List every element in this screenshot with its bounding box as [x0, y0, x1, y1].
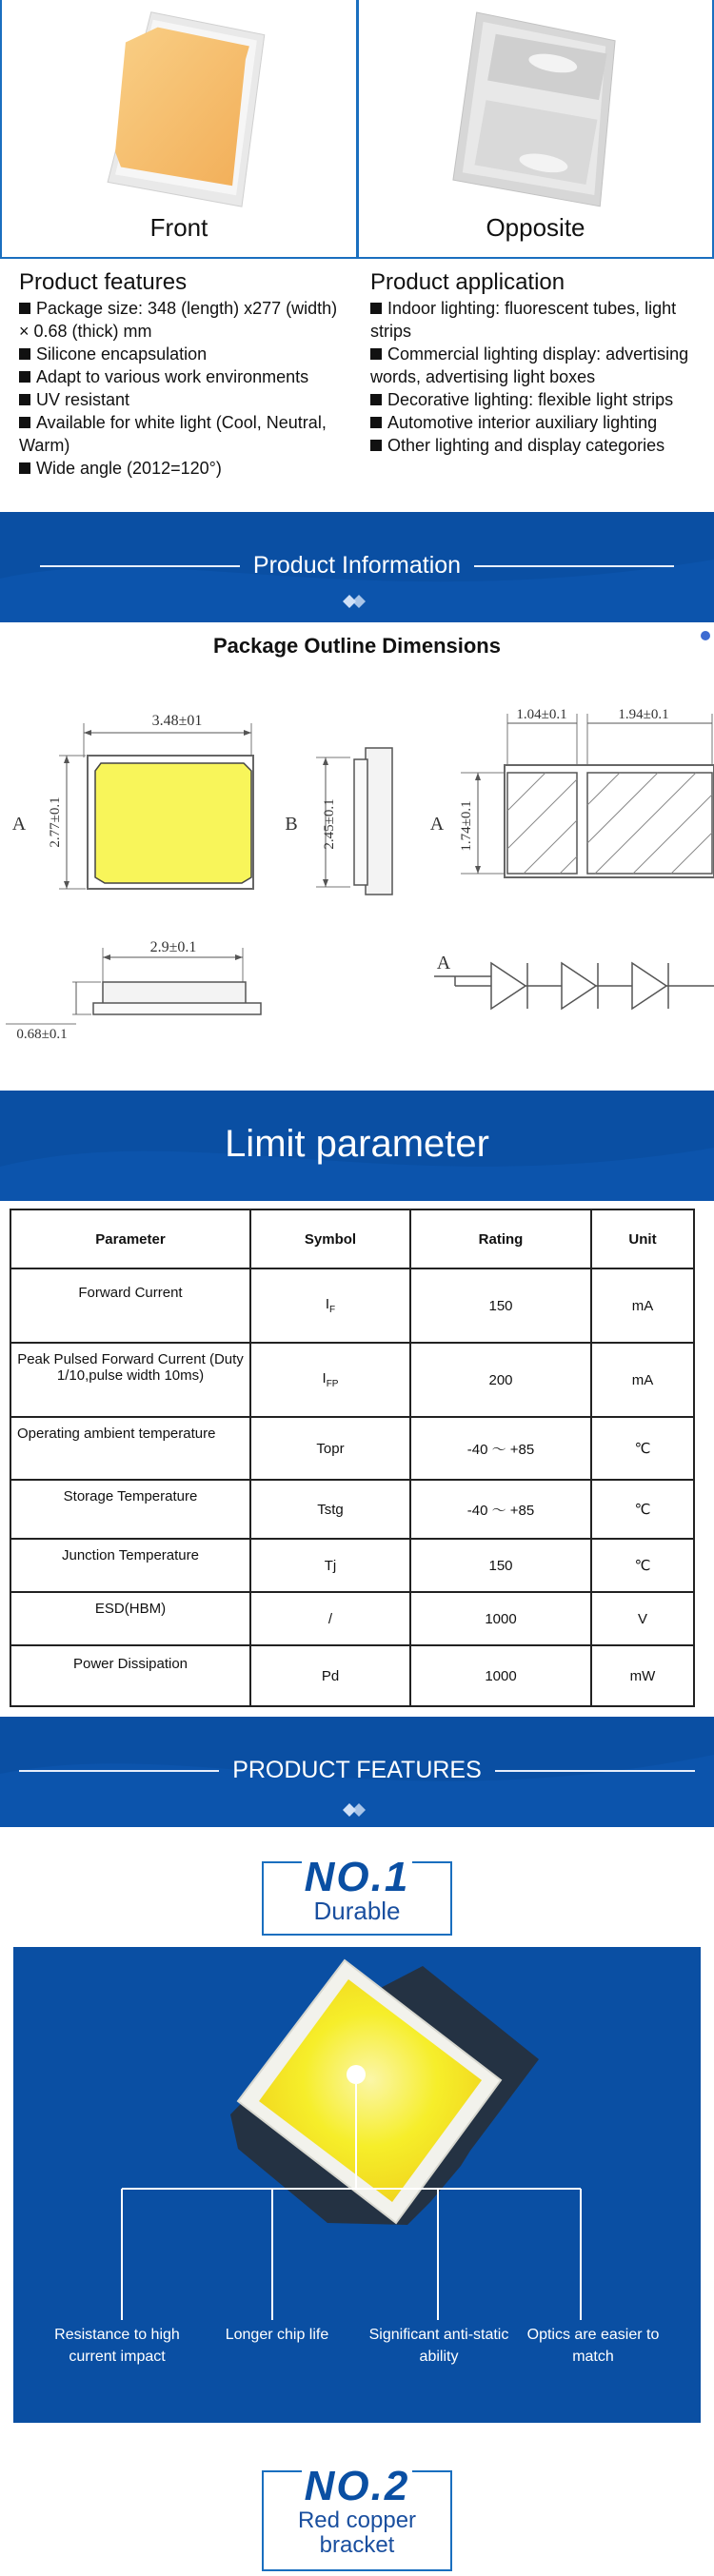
- callout-high-current: Resistance to high current impact: [54, 2327, 180, 2365]
- header-unit: Unit: [591, 1209, 694, 1268]
- header-symbol: Symbol: [250, 1209, 410, 1268]
- cell-rating: -40 ～ +85: [410, 1480, 591, 1539]
- package-outline-title: Package Outline Dimensions: [213, 634, 501, 658]
- no1-title: Durable: [313, 1897, 401, 1925]
- no1-heading-box: [262, 1854, 452, 1936]
- header-rating: Rating: [410, 1209, 591, 1268]
- bottom-pad-drawing: [430, 707, 714, 877]
- label-a-pad-view: A: [429, 814, 445, 835]
- no2-title: Red copper bracket: [297, 2507, 417, 2558]
- cell-parameter: Operating ambient temperature: [10, 1417, 250, 1480]
- no1-number: NO.1: [302, 1856, 412, 1899]
- cell-parameter: Storage Temperature: [10, 1480, 250, 1539]
- cell-symbol: Pd: [250, 1645, 410, 1706]
- dim-height-left: 2.77±0.1: [48, 796, 63, 848]
- cell-unit: V: [591, 1592, 694, 1645]
- cell-rating: 200: [410, 1343, 591, 1417]
- cell-unit: mW: [591, 1645, 694, 1706]
- bullet-square-icon: [370, 394, 382, 405]
- callout-anti-static: Significant anti-static ability: [368, 2327, 509, 2365]
- product-information-heading: [0, 552, 714, 580]
- bullet-square-icon: [19, 394, 30, 405]
- table-row: [10, 1417, 694, 1480]
- callout-optics: Optics are easier to match: [526, 2327, 660, 2365]
- table-row: [10, 1480, 694, 1539]
- banner-rule-left: [19, 1770, 219, 1772]
- front-led-image: [2, 0, 356, 209]
- product-application-title: Product application: [370, 269, 565, 295]
- limit-parameter-table: [10, 1209, 695, 1707]
- bullet-square-icon: [370, 440, 382, 451]
- product-application-column: [357, 268, 714, 497]
- package-outline-drawing: [0, 624, 714, 1091]
- side-profile-drawing: [6, 939, 261, 1042]
- top-view-drawing: [12, 713, 253, 889]
- front-caption: Front: [149, 213, 208, 242]
- cell-rating: 150: [410, 1268, 591, 1343]
- cell-symbol: $I_F$: [250, 1268, 410, 1343]
- cell-rating: 1000: [410, 1645, 591, 1706]
- list-item: Available for white light (Cool, Neutral, Warm): [19, 413, 327, 455]
- cell-rating: -40 ～ +85: [410, 1417, 591, 1480]
- bullet-square-icon: [19, 417, 30, 428]
- banner-rule-left: [40, 565, 240, 567]
- product-features-banner: [0, 1717, 714, 1827]
- dim-pad-left: 1.04±0.1: [516, 707, 567, 722]
- table-row: [10, 1268, 694, 1343]
- bullet-square-icon: [370, 303, 382, 314]
- product-photos: [0, 0, 714, 259]
- opposite-led-image: [359, 0, 712, 209]
- dim-side-width: 2.9±0.1: [149, 939, 197, 955]
- no2-number: NO.2: [302, 2465, 412, 2508]
- package-outline-section: [0, 624, 714, 1091]
- label-a-top-view: A: [11, 814, 27, 835]
- product-features-banner-title: PRODUCT FEATURES: [232, 1757, 482, 1783]
- cell-parameter: ESD(HBM): [10, 1592, 250, 1645]
- led-circuit-symbol: [434, 953, 714, 1009]
- cell-parameter: Junction Temperature: [10, 1539, 250, 1592]
- cell-symbol: /: [250, 1592, 410, 1645]
- cell-unit: mA: [591, 1343, 694, 1417]
- cell-parameter: Forward Current: [10, 1268, 250, 1343]
- list-item: Automotive interior auxiliary lighting: [370, 411, 704, 434]
- cell-unit: ℃: [591, 1539, 694, 1592]
- side-view-b-drawing: [285, 748, 392, 895]
- bullet-square-icon: [19, 348, 30, 360]
- bullet-square-icon: [19, 462, 30, 474]
- list-item: Adapt to various work environments: [19, 365, 347, 388]
- cell-unit: ℃: [591, 1480, 694, 1539]
- limit-parameter-title: Limit parameter: [225, 1123, 489, 1165]
- dim-pad-height: 1.74±0.1: [459, 800, 474, 852]
- no2-heading-box: [262, 2463, 452, 2571]
- cell-symbol: $I_{FP}$: [250, 1343, 410, 1417]
- label-a-circuit: A: [436, 953, 451, 973]
- table-row: [10, 1592, 694, 1645]
- cell-parameter: Peak Pulsed Forward Current (Duty 1/10,pulse width 10ms): [10, 1343, 250, 1417]
- limit-parameter-banner: [0, 1091, 714, 1201]
- list-item: Package size: 348 (length) x277 (width) × 0.68 (thick) mm: [19, 299, 338, 341]
- product-features-column: [0, 268, 357, 497]
- table-row: [10, 1645, 694, 1706]
- label-b-side-view: B: [285, 814, 298, 835]
- product-information-title: Product Information: [252, 552, 462, 579]
- table-row: [10, 1539, 694, 1592]
- bullet-square-icon: [19, 303, 30, 314]
- front-photo-panel: [0, 0, 357, 259]
- cell-parameter: Power Dissipation: [10, 1645, 250, 1706]
- table-row: [10, 1343, 694, 1417]
- cell-symbol: Topr: [250, 1417, 410, 1480]
- dim-width-top: 3.48±01: [151, 713, 203, 729]
- cell-symbol: Tj: [250, 1539, 410, 1592]
- dim-side-height: 2.45±0.1: [322, 798, 337, 850]
- product-features-heading: [0, 1757, 714, 1784]
- table-header-row: [10, 1209, 694, 1268]
- cell-unit: mA: [591, 1268, 694, 1343]
- list-item: Other lighting and display categories: [370, 434, 704, 457]
- dim-pad-right: 1.94±0.1: [618, 707, 669, 722]
- bullet-square-icon: [370, 348, 382, 360]
- opposite-photo-panel: [357, 0, 714, 259]
- opposite-caption: Opposite: [486, 213, 585, 242]
- cell-rating: 150: [410, 1539, 591, 1592]
- banner-rule-right: [495, 1770, 695, 1772]
- list-item: Decorative lighting: flexible light strips: [370, 388, 704, 411]
- dim-thickness: 0.68±0.1: [16, 1027, 68, 1042]
- diamond-divider-icon: [0, 1802, 714, 1818]
- banner-rule-right: [474, 565, 674, 567]
- list-item: Wide angle (2012=120°): [19, 457, 347, 480]
- list-item: UV resistant: [19, 388, 347, 411]
- bullet-square-icon: [19, 371, 30, 383]
- header-parameter: Parameter: [10, 1209, 250, 1268]
- cell-unit: ℃: [591, 1417, 694, 1480]
- cell-rating: 1000: [410, 1592, 591, 1645]
- list-item: Commercial lighting display: advertising words, advertising light boxes: [370, 344, 689, 386]
- product-features-title: Product features: [19, 269, 188, 295]
- product-application-list: [370, 297, 704, 457]
- bullet-square-icon: [370, 417, 382, 428]
- product-features-list: [19, 297, 347, 480]
- list-item: Indoor lighting: fluorescent tubes, light strips: [370, 299, 677, 341]
- diamond-divider-icon: [0, 594, 714, 609]
- callout-longer-chip-life: Longer chip life: [225, 2327, 329, 2343]
- list-item: Silicone encapsulation: [19, 343, 347, 365]
- corner-dot-icon: [701, 631, 710, 640]
- durable-feature-panel: [13, 1947, 701, 2423]
- feature-application-section: [0, 268, 714, 497]
- product-information-banner: [0, 512, 714, 622]
- cell-symbol: Tstg: [250, 1480, 410, 1539]
